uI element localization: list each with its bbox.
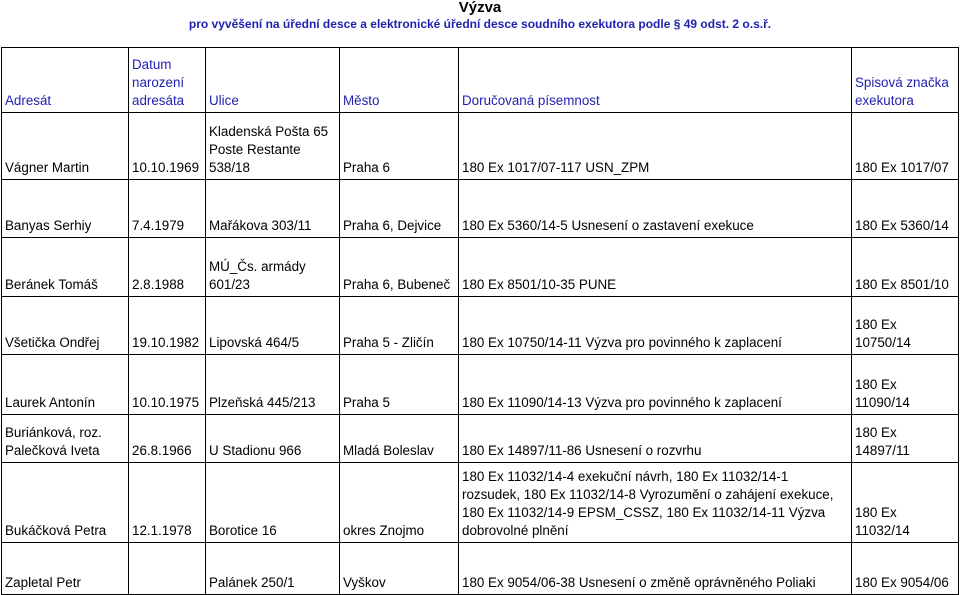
- col-header-pisemnost: Doručovaná písemnost: [459, 48, 852, 113]
- cell-adresat: Všetička Ondřej: [2, 297, 129, 355]
- cell-znacka: 180 Ex 11090/14: [852, 355, 959, 415]
- cell-adresat: Vágner Martin: [2, 113, 129, 180]
- cell-ulice: Plzeňská 445/213: [206, 355, 340, 415]
- cell-mesto: Praha 5: [340, 355, 459, 415]
- cell-mesto: okres Znojmo: [340, 463, 459, 543]
- cell-adresat: Buriánková, roz. Palečková Iveta: [2, 415, 129, 463]
- cell-ulice: Kladenská Pošta 65 Poste Restante 538/18: [206, 113, 340, 180]
- cell-znacka: 180 Ex 9054/06: [852, 543, 959, 595]
- cell-datum: 12.1.1978: [129, 463, 206, 543]
- cell-ulice: Mařákova 303/11: [206, 180, 340, 238]
- cell-datum: 10.10.1969: [129, 113, 206, 180]
- cell-mesto: Vyškov: [340, 543, 459, 595]
- col-header-adresat: Adresát: [2, 48, 129, 113]
- cell-adresat: Bukáčková Petra: [2, 463, 129, 543]
- cell-pisemnost: 180 Ex 9054/06-38 Usnesení o změně oprávněného Poliaki: [459, 543, 852, 595]
- col-header-mesto: Město: [340, 48, 459, 113]
- cell-mesto: Praha 6, Bubeneč: [340, 238, 459, 297]
- cell-pisemnost: 180 Ex 5360/14-5 Usnesení o zastavení exekuce: [459, 180, 852, 238]
- table-row: [2, 463, 959, 543]
- cell-datum: 10.10.1975: [129, 355, 206, 415]
- cell-mesto: Praha 6, Dejvice: [340, 180, 459, 238]
- document-subtitle: pro vyvěšení na úřední desce a elektronické úřední desce soudního exekutora podle § 49 odst. 2 o.s.ř.: [188, 17, 772, 31]
- cell-ulice: Palánek 250/1: [206, 543, 340, 595]
- cell-pisemnost: 180 Ex 8501/10-35 PUNE: [459, 238, 852, 297]
- table-row: [2, 238, 959, 297]
- cell-datum: 19.10.1982: [129, 297, 206, 355]
- cell-ulice: MÚ_Čs. armády 601/23: [206, 238, 340, 297]
- table-row: [2, 113, 959, 180]
- cell-adresat: Laurek Antonín: [2, 355, 129, 415]
- cell-mesto: Praha 5 - Zličín: [340, 297, 459, 355]
- cell-adresat: Banyas Serhiy: [2, 180, 129, 238]
- document-title: Výzva: [458, 0, 502, 16]
- cell-znacka: 180 Ex 1017/07: [852, 113, 959, 180]
- cell-datum: [129, 543, 206, 595]
- cell-pisemnost: 180 Ex 1017/07-117 USN_ZPM: [459, 113, 852, 180]
- table-row: [2, 180, 959, 238]
- cell-znacka: 180 Ex 8501/10: [852, 238, 959, 297]
- cell-ulice: U Stadionu 966: [206, 415, 340, 463]
- table-header-row: [2, 48, 959, 113]
- cell-ulice: Lipovská 464/5: [206, 297, 340, 355]
- cell-znacka: 180 Ex 11032/14: [852, 463, 959, 543]
- cell-datum: 26.8.1966: [129, 415, 206, 463]
- cell-pisemnost: 180 Ex 11032/14-4 exekuční návrh, 180 Ex 11032/14-1 rozsudek, 180 Ex 11032/14-8 Vyrozumění o zahájení exekuce, 180 Ex 11032/14-9 EPSM_CSSZ, 180 Ex 11032/14-11 Výzva dobrovolné plnění: [459, 463, 852, 543]
- col-header-datum: Datum narození adresáta: [129, 48, 206, 113]
- cell-datum: 2.8.1988: [129, 238, 206, 297]
- cell-mesto: Praha 6: [340, 113, 459, 180]
- table-row: [2, 297, 959, 355]
- table-row: [2, 543, 959, 595]
- table-row: [2, 355, 959, 415]
- cell-znacka: 180 Ex 5360/14: [852, 180, 959, 238]
- cell-mesto: Mladá Boleslav: [340, 415, 459, 463]
- cell-datum: 7.4.1979: [129, 180, 206, 238]
- cell-pisemnost: 180 Ex 10750/14-11 Výzva pro povinného k zaplacení: [459, 297, 852, 355]
- col-header-ulice: Ulice: [206, 48, 340, 113]
- cell-znacka: 180 Ex 10750/14: [852, 297, 959, 355]
- cell-pisemnost: 180 Ex 14897/11-86 Usnesení o rozvrhu: [459, 415, 852, 463]
- cell-znacka: 180 Ex 14897/11: [852, 415, 959, 463]
- cell-adresat: Zapletal Petr: [2, 543, 129, 595]
- cell-ulice: Borotice 16: [206, 463, 340, 543]
- col-header-znacka: Spisová značka exekutora: [852, 48, 959, 113]
- delivery-table: [1, 47, 959, 595]
- cell-pisemnost: 180 Ex 11090/14-13 Výzva pro povinného k zaplacení: [459, 355, 852, 415]
- table-row: [2, 415, 959, 463]
- cell-adresat: Beránek Tomáš: [2, 238, 129, 297]
